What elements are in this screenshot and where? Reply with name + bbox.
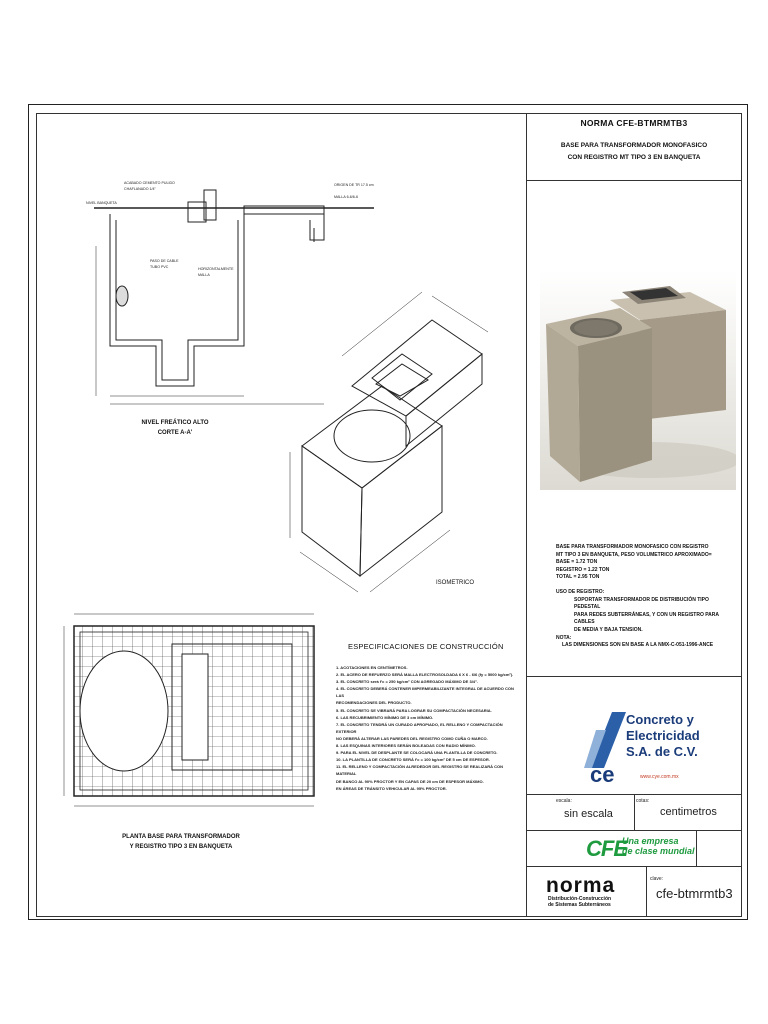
isometric-caption: ISOMETRICO <box>435 580 474 586</box>
drawing-subtitle-line: CON REGISTRO MT TIPO 3 EN BANQUETA <box>567 154 701 161</box>
norma-subtitle-line: Distribución-Construcción <box>548 896 612 902</box>
spec-item: 5. EL CONCRETO SE VIBRARÁ PARA LOGRAR SU COMPACTACIÓN NECESARIA. <box>336 707 492 713</box>
key-value: cfe-btmrmtb3 <box>656 886 733 901</box>
spec-item: 10. LA PLANTILLA DE CONCRETO SERÁ f'c = 100 kg/cm² DE 5 cm DE ESPESOR. <box>336 757 490 763</box>
svg-text:CHAFLANADO 1/4": CHAFLANADO 1/4" <box>124 187 156 191</box>
norma-logo: norma <box>546 874 616 897</box>
norma-subtitle <box>548 896 611 908</box>
title-block-rule <box>696 831 697 867</box>
cye-url: www.cye.com.mx <box>640 774 679 780</box>
svg-text:PASO DE CABLE: PASO DE CABLE <box>150 259 179 263</box>
cye-logo-mark <box>582 710 630 786</box>
spec-item: 3. EL CONCRETO será f'c = 250 kg/cm² CON AGREGADO MÁXIMO DE 3/4". <box>336 679 479 685</box>
title-block-divider <box>526 113 527 917</box>
note-line: BASE = 1.72 TON <box>556 559 598 566</box>
note-line: SOPORTAR TRANSFORMADOR DE DISTRIBUCIÓN TIPO PEDESTAL <box>574 596 709 611</box>
spec-item: 1. ACOTACIONES EN CENTÍMETROS. <box>336 665 408 670</box>
svg-text:TUBO PVC: TUBO PVC <box>150 265 169 269</box>
svg-text:ACABADO CEMENTO PULIDO: ACABADO CEMENTO PULIDO <box>124 181 175 185</box>
isometric-drawing <box>282 276 512 606</box>
specs-list <box>336 664 522 792</box>
title-block-rule <box>527 180 742 181</box>
svg-text:NIVEL BANQUETA: NIVEL BANQUETA <box>86 201 117 205</box>
note-line: LAS DIMENSIONES SON EN BASE A LA NMX-C-051-1996-ANCE <box>562 642 714 649</box>
svg-text:ce: ce <box>590 762 615 786</box>
cfe-slogan <box>622 836 695 856</box>
cfe-slogan-line: de clase mundial <box>622 846 695 856</box>
cye-name-line: Concreto y <box>626 712 694 727</box>
plan-caption-line: Y REGISTRO TIPO 3 EN BANQUETA <box>129 844 233 850</box>
scale-label: escala: <box>556 798 572 804</box>
title-block-rule <box>527 676 742 677</box>
title-block-rule <box>527 830 742 831</box>
units-value: centimetros <box>660 806 717 818</box>
plan-drawing <box>52 606 332 820</box>
product-photo <box>540 270 736 490</box>
spec-item: DE BANCO AL 90% PROCTOR Y EN CAPAS DE 20 cm DE ESPESOR MÁXIMO. <box>336 778 484 784</box>
plan-caption-line: PLANTA BASE PARA TRANSFORMADOR <box>122 834 240 840</box>
spec-item: 2. EL ACERO DE REFUERZO SERÁ MALLA ELECTROSOLDADA 6 X 6 - 6/6 (fy = 5000 kg/cm²). <box>336 672 514 678</box>
note-line: PARA REDES SUBTERRÁNEAS, Y CON UN REGISTRO PARA CABLES <box>574 611 719 626</box>
cfe-logo: CFE <box>586 836 627 861</box>
section-caption-line: CORTE A-A' <box>157 430 193 436</box>
section-caption <box>110 418 240 438</box>
specs-title: ESPECIFICACIONES DE CONSTRUCCIÓN <box>348 642 504 651</box>
title-block-rule <box>634 794 635 830</box>
spec-item: 7. EL CONCRETO TENDRÁ UN CURADO APROPIADO, EL RELLENO Y COMPACTACIÓN EXTERIOR <box>336 721 503 734</box>
note-line: REGISTRO = 1.22 TON <box>556 566 610 573</box>
note-line: BASE PARA TRANSFORMADOR MONOFASICO CON REGISTRO <box>556 544 709 550</box>
svg-text:ORIGEN DE TR 17.5 cm: ORIGEN DE TR 17.5 cm <box>334 183 374 187</box>
spec-item: 9. PARA EL NIVEL DE DESPLANTE SE COLOCARÁ UNA PLANTILLA DE CONCRETO. <box>336 750 498 756</box>
plan-caption <box>106 832 256 852</box>
note-line: MT TIPO 3 EN BANQUETA, PESO VOLUMETRICO APROXIMADO= <box>556 551 712 558</box>
cye-name-line: S.A. de C.V. <box>626 744 698 759</box>
section-caption-line: NIVEL FREÁTICO ALTO <box>141 420 209 426</box>
svg-text:MALLA: MALLA <box>198 273 210 277</box>
spec-item: 4. EL CONCRETO DEBERÁ CONTENER IMPERMEABILIZANTE INTEGRAL DE ACUERDO CON LAS <box>336 686 514 699</box>
note-line: USO DE REGISTRO: <box>556 588 605 595</box>
notes-block <box>556 544 736 650</box>
units-label: cotas: <box>636 798 650 804</box>
cye-name-line: Electricidad <box>626 728 700 743</box>
note-line: TOTAL = 2.95 TON <box>556 574 600 581</box>
note-line: DE MEDIA Y BAJA TENSION. <box>574 626 643 633</box>
norm-code: NORMA CFE-BTMRMTB3 <box>580 118 688 128</box>
cfe-slogan-line: Una empresa <box>622 836 679 846</box>
spec-item: NO DEBERÁ ALTERAR LAS PAREDES DEL REGISTRO COMO CUÑA O MARCO. <box>336 735 488 741</box>
note-line: NOTA: <box>556 634 572 641</box>
svg-text:MALLA 6-6/6-6: MALLA 6-6/6-6 <box>334 195 358 199</box>
spec-item: 11. EL RELLENO Y COMPACTACIÓN ALREDEDOR DEL REGISTRO SE REALIZARÁ CON MATERIAL <box>336 764 503 777</box>
title-block-rule <box>646 866 647 916</box>
key-label: clave: <box>650 876 664 882</box>
drawing-subtitle <box>527 140 741 164</box>
spec-item: EN ÁREAS DE TRÁNSITO VEHICULAR AL 95% PROCTOR. <box>336 785 447 791</box>
spec-item: 8. LAS ESQUINAS INTERIORES SERÁN BOLEADAS CON RADIO MÍNIMO. <box>336 743 476 749</box>
title-block-rule <box>527 866 742 867</box>
drawing-subtitle-line: BASE PARA TRANSFORMADOR MONOFASICO <box>560 142 708 149</box>
spec-item: 6. LAS RECUBRIMIENTO MÍNIMO DE 3 cm MÍNIMO. <box>336 714 434 720</box>
scale-value: sin escala <box>564 808 613 820</box>
norma-subtitle-line: de Sistemas Subterráneos <box>548 902 611 908</box>
cye-company-name <box>626 712 700 760</box>
svg-text:HORIZONTALMENTE: HORIZONTALMENTE <box>198 267 234 271</box>
spec-item: RECOMENDACIONES DEL PRODUCTO. <box>336 700 412 706</box>
